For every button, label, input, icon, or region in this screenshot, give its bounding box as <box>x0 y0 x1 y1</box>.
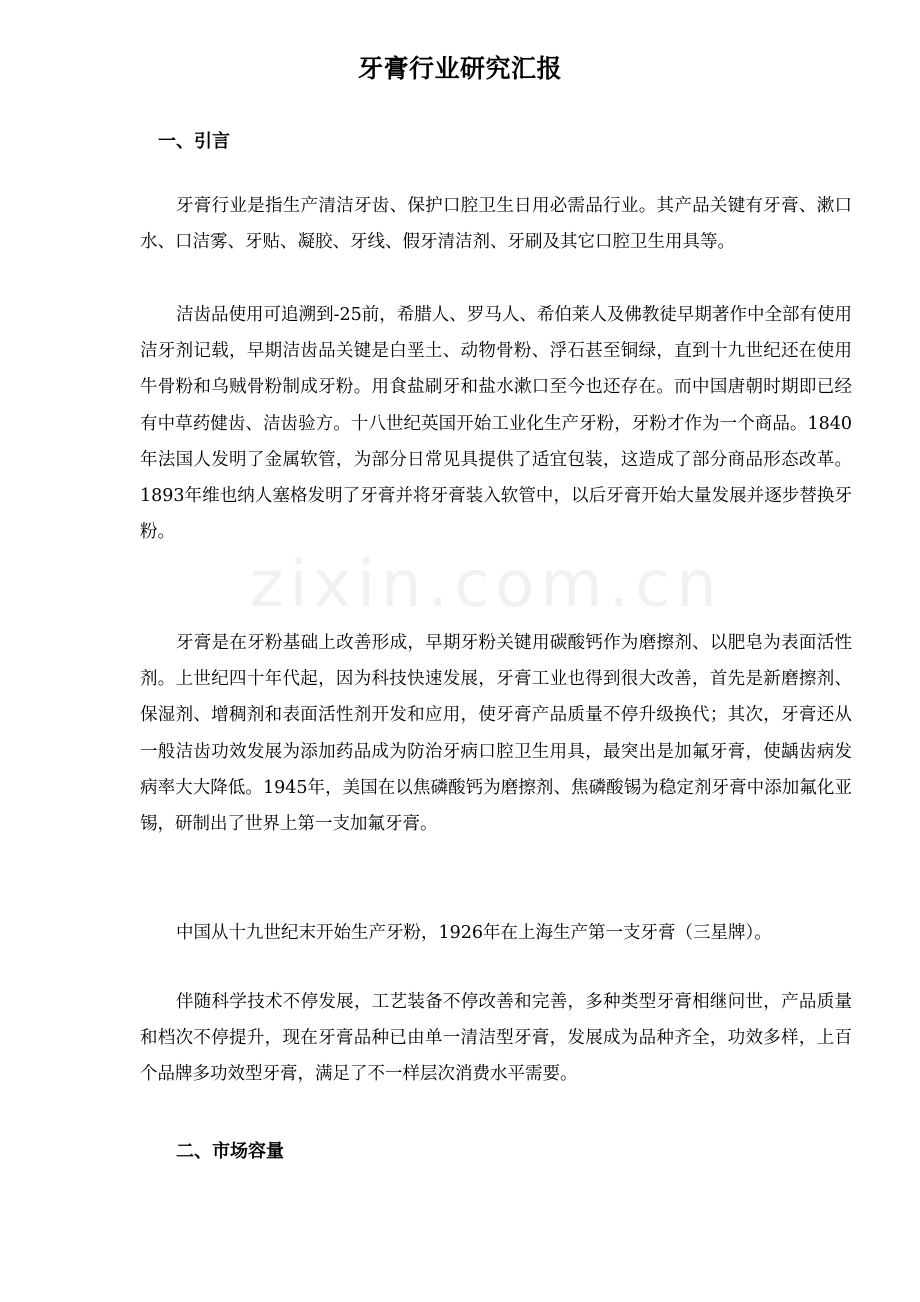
paragraph-toothpaste-development: 牙膏是在牙粉基础上改善形成，早期牙粉关键用碳酸钙作为磨擦剂、以肥皂为表面活性剂。上世纪四十年代起，因为科技快速发展，牙膏工业也得到很大改善，首先是新磨擦剂、保湿剂、增稠剂和表面活性剂开发和应用，使牙膏产品质量不停升级换代；其次，牙膏还从一般洁齿功效发展为添加药品成为防治牙病口腔卫生用具，最突出是加氟牙膏，使龋齿病发病率大大降低。1945年，美国在以焦磷酸钙为磨擦剂、焦磷酸锡为稳定剂牙膏中添加氟化亚锡，研制出了世界上第一支加氟牙膏。 <box>140 633 852 835</box>
section-heading-introduction: 一、引言 <box>158 131 230 152</box>
paragraph-china-history: 中国从十九世纪末开始生产牙粉，1926年在上海生产第一支牙膏（三星牌）。 <box>176 923 772 943</box>
paragraph-product-diversity: 伴随科学技术不停发展，工艺装备不停改善和完善，多种类型牙膏相继问世，产品质量和档次不停提升，现在牙膏品种已由单一清洁型牙膏，发展成为品种齐全，功效多样，上百个品牌多功效型牙膏，满足了不一样层次消费水平需要。 <box>140 992 852 1085</box>
paragraph-industry-definition: 牙膏行业是指生产清洁牙齿、保护口腔卫生日用必需品行业。其产品关键有牙膏、漱口水、口洁雾、牙贴、凝胶、牙线、假牙清洁剂、牙刷及其它口腔卫生用具等。 <box>140 196 852 253</box>
page-title: 牙膏行业研究汇报 <box>357 54 562 83</box>
section-heading-market-size: 二、市场容量 <box>176 1141 284 1162</box>
paragraph-history: 洁齿品使用可追溯到-25前，希腊人、罗马人、希伯莱人及佛教徒早期著作中全部有使用洁牙剂记载，早期洁齿品关键是白垩土、动物骨粉、浮石甚至铜绿，直到十九世纪还在使用牛骨粉和乌贼骨粉制成牙粉。用食盐刷牙和盐水漱口至今也还存在。而中国唐朝时期即已经有中草药健齿、洁齿验方。十八世纪英国开始工业化生产牙粉，牙粉才作为一个商品。1840年法国人发明了金属软管，为部分日常见具提供了适宜包装，这造成了部分商品形态改革。1893年维也纳人塞格发明了牙膏并将牙膏装入软管中，以后牙膏开始大量发展并逐步替换牙粉。 <box>140 305 852 543</box>
watermark: zixin.com.cn <box>250 548 723 622</box>
